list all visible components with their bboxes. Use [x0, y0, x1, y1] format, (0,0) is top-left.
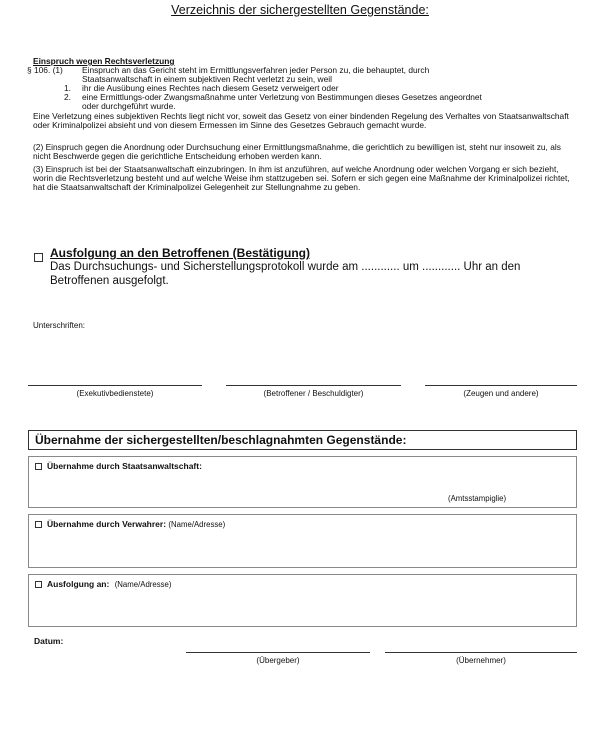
signature-line-affected[interactable]	[226, 385, 401, 386]
box-label: Übernahme durch Staatsanwaltschaft:	[47, 461, 202, 471]
signature-label-witness: (Zeugen und andere)	[463, 389, 539, 398]
signature-label-handover: (Übergeber)	[256, 656, 300, 665]
date-label: Datum:	[34, 636, 64, 646]
section-text-line1: Einspruch an das Gericht steht im Ermittlungsverfahren jeder Person zu, die behauptet, durch	[82, 65, 430, 75]
signature-label-executive: (Exekutivbedienstete)	[76, 389, 154, 398]
einspruch-heading: Einspruch wegen Rechtsverletzung	[33, 56, 175, 66]
paragraph: Eine Verletzung eines subjektiven Rechts liegt nicht vor, soweit das Gesetz von einer bindenden Regelung des Verhaltes von Staatsanwaltschaft oder Kriminalpolizei absieht und von diesem Ermessen im Sinne des Gesetzes Gebrauch gemacht wurde.	[33, 111, 569, 131]
amtsstampiglie-note: (Amtsstampiglie)	[448, 494, 507, 503]
box-staatsanwaltschaft[interactable]	[28, 456, 577, 508]
ausfolgung-text: Das Durchsuchungs- und Sicherstellungsprotokoll wurde am ............ um ............ Uhr an den Betroffenen ausgefolgt.	[50, 261, 521, 287]
uebernahme-heading-box	[28, 430, 577, 450]
signature-line-handover[interactable]	[186, 652, 370, 653]
checkbox-icon[interactable]	[34, 253, 43, 262]
signature-label-receiver: (Übernehmer)	[456, 656, 506, 665]
signature-line-witness[interactable]	[425, 385, 577, 386]
signatures-label: Unterschriften:	[33, 321, 86, 330]
item-text-continuation: oder durchgeführt wurde.	[82, 101, 176, 111]
section-text-line2: Staatsanwaltschaft in einem subjektiven Recht verletzt zu sein, weil	[82, 74, 332, 84]
box-label-row	[47, 519, 225, 529]
checkbox-icon[interactable]	[35, 521, 42, 528]
signature-line-executive[interactable]	[28, 385, 202, 386]
box-verwahrer[interactable]	[28, 514, 577, 568]
uebernahme-heading: Übernahme der sichergestellten/beschlagnahmten Gegenstände:	[35, 433, 407, 447]
box-label-row	[47, 579, 171, 589]
signature-label-affected: (Betroffener / Beschuldigter)	[263, 389, 364, 398]
box-hint: (Name/Adresse)	[114, 580, 172, 589]
item-number: 2.	[64, 92, 71, 102]
box-ausfolgung[interactable]	[28, 574, 577, 627]
paragraph: (2) Einspruch gegen die Anordnung oder Durchsuchung einer Ermittlungsmaßnahme, die gerichtlich zu bewilligen ist, steht nur insoweit zu, als nicht Beschwerde gegen die gerichtliche Entscheidung erhoben werden kann.	[33, 142, 561, 162]
ausfolgung-checkbox[interactable]	[34, 249, 43, 267]
ausfolgung-heading: Ausfolgung an den Betroffenen (Bestätigung)	[50, 246, 310, 260]
signature-line-receiver[interactable]	[385, 652, 577, 653]
box-label: Ausfolgung an:	[47, 579, 110, 589]
checkbox-icon[interactable]	[35, 581, 42, 588]
document-title: Verzeichnis der sichergestellten Gegenstände:	[171, 3, 429, 17]
checkbox-icon[interactable]	[35, 463, 42, 470]
paragraph: (3) Einspruch ist bei der Staatsanwaltschaft einzubringen. In ihm ist anzuführen, auf welche Anordnung oder welchen Vorgang er sich bezieht, worin die Rechtsverletzung besteht und auf welche Weise ihm stattzugeben sei. Sofern er sich gegen eine Maßnahme der Kriminalpolizei richtet, hat die Staatsanwaltschaft der Kriminalpolizei Gelegenheit zur Stellungnahme zu geben.	[33, 164, 570, 193]
item-number: 1.	[64, 83, 71, 93]
item-text: ihr die Ausübung eines Rechtes nach diesem Gesetz verweigert oder	[82, 83, 339, 93]
box-hint: (Name/Adresse)	[168, 520, 226, 529]
item-text: eine Ermittlungs-oder Zwangsmaßnahme unter Verletzung von Bestimmungen dieses Gesetzes angeordnet	[82, 92, 482, 102]
section-label: § 106. (1)	[27, 65, 63, 75]
box-label: Übernahme durch Verwahrer:	[47, 519, 167, 529]
